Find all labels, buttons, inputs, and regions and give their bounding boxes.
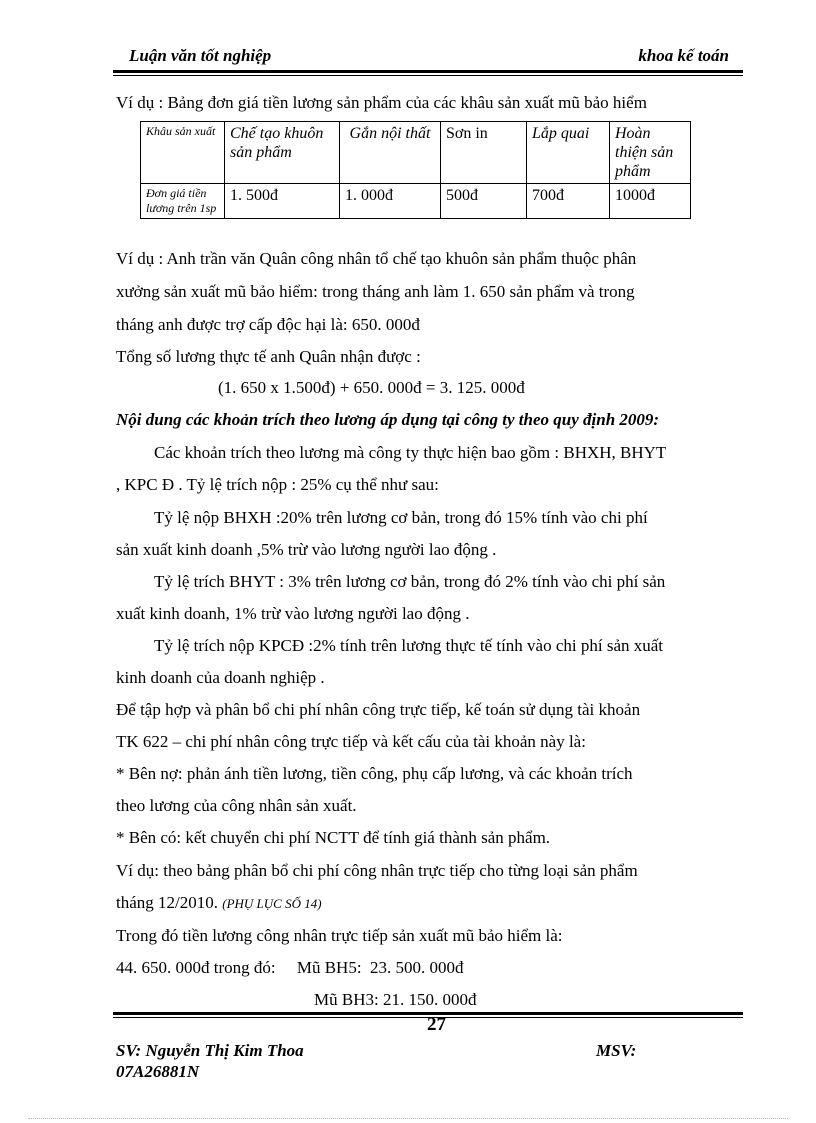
page-header [113, 44, 743, 70]
body-text: tháng 12/2010. [116, 893, 218, 912]
body-line: kinh doanh của doanh nghiệp . [116, 668, 325, 687]
table-row [141, 122, 691, 184]
body-line: xưởng sản xuất mũ bảo hiểm: trong tháng anh làm 1. 650 sản phẩm và trong [116, 282, 635, 301]
table-cell-stage: Lắp quai [527, 122, 610, 184]
header-rule-thick [113, 70, 743, 73]
table-cell-price: 1. 500đ [225, 184, 340, 219]
table-cell-price: 500đ [441, 184, 527, 219]
table-cell-stage: Sơn in [441, 122, 527, 184]
table-cell-price: 1. 000đ [340, 184, 441, 219]
footer-msv-value: 07A26881N [116, 1062, 200, 1081]
body-line: 44. 650. 000đ trong đó: Mũ BH5: 23. 500. 000đ [116, 958, 464, 977]
header-department: khoa kế toán [638, 46, 729, 65]
table-cell-stage: Gắn nội thất [340, 122, 441, 184]
body-line: sản xuất kinh doanh ,5% trừ vào lương người lao động . [116, 540, 497, 559]
intro-text: Ví dụ : Bảng đơn giá tiền lương sản phẩm của các khâu sản xuất mũ bảo hiểm [116, 93, 647, 112]
header-thesis-title: Luận văn tốt nghiệp [129, 46, 272, 65]
body-line: Trong đó tiền lương công nhân trực tiếp sản xuất mũ bảo hiểm là: [116, 926, 563, 945]
body-line: * Bên có: kết chuyển chi phí NCTT để tính giá thành sản phẩm. [116, 828, 551, 847]
body-line: * Bên nợ: phản ánh tiền lương, tiền công, phụ cấp lương, và các khoản trích [116, 764, 633, 783]
body-line: Mũ BH3: 21. 150. 000đ [314, 990, 477, 1009]
body-line: theo lương của công nhân sản xuất. [116, 796, 357, 815]
calculation-line: (1. 650 x 1.500đ) + 650. 000đ = 3. 125. 000đ [218, 378, 525, 397]
footer-student-name: SV: Nguyễn Thị Kim Thoa [116, 1041, 304, 1060]
price-table [140, 121, 691, 219]
footer-msv-label: MSV: [596, 1041, 637, 1060]
body-line: Tổng số lương thực tế anh Quân nhận được : [116, 347, 421, 366]
body-line: TK 622 – chi phí nhân công trực tiếp và kết cấu của tài khoản này là: [116, 732, 586, 751]
body-line: Ví dụ: theo bảng phân bổ chi phí công nhân trực tiếp cho từng loại sản phẩm [116, 861, 638, 880]
body-line: , KPC Đ . Tỷ lệ trích nộp : 25% cụ thể như sau: [116, 475, 439, 494]
body-line: Ví dụ : Anh trần văn Quân công nhân tổ chế tạo khuôn sản phẩm thuộc phân [116, 249, 637, 268]
body-line: Các khoản trích theo lương mà công ty thực hiện bao gồm : BHXH, BHYT [154, 443, 667, 462]
section-heading: Nội dung các khoản trích theo lương áp dụng tại công ty theo quy định 2009: [116, 410, 660, 429]
table-cell-price: 1000đ [610, 184, 691, 219]
body-line: Tỷ lệ nộp BHXH :20% trên lương cơ bản, trong đó 15% tính vào chi phí [154, 508, 648, 527]
page-number: 27 [427, 1014, 446, 1035]
table-cell-stage: Chế tạo khuôn sản phẩm [225, 122, 340, 184]
body-line: xuất kinh doanh, 1% trừ vào lương người lao động . [116, 604, 470, 623]
body-line: tháng anh được trợ cấp độc hại là: 650. 000đ [116, 315, 420, 334]
body-line: Tỷ lệ trích BHYT : 3% trên lương cơ bản, trong đó 2% tính vào chi phí sản [154, 572, 666, 591]
body-line: Tỷ lệ trích nộp KPCĐ :2% tính trên lương thực tế tính vào chi phí sản xuất [154, 636, 664, 655]
appendix-note: (PHỤ LỤC SỐ 14) [222, 896, 322, 911]
table-row [141, 184, 691, 219]
header-rule-thin [113, 75, 743, 76]
body-line [116, 893, 322, 914]
table-cell-price: 700đ [527, 184, 610, 219]
table-cell-price-label: Đơn giá tiền lương trên 1sp [141, 184, 225, 219]
body-line: Để tập hợp và phân bổ chi phí nhân công trực tiếp, kế toán sử dụng tài khoản [116, 700, 641, 719]
page-break-line [28, 1118, 788, 1119]
table-cell-stage: Hoàn thiện sản phẩm [610, 122, 691, 184]
table-cell-stage-label: Khâu sản xuất [141, 122, 225, 184]
